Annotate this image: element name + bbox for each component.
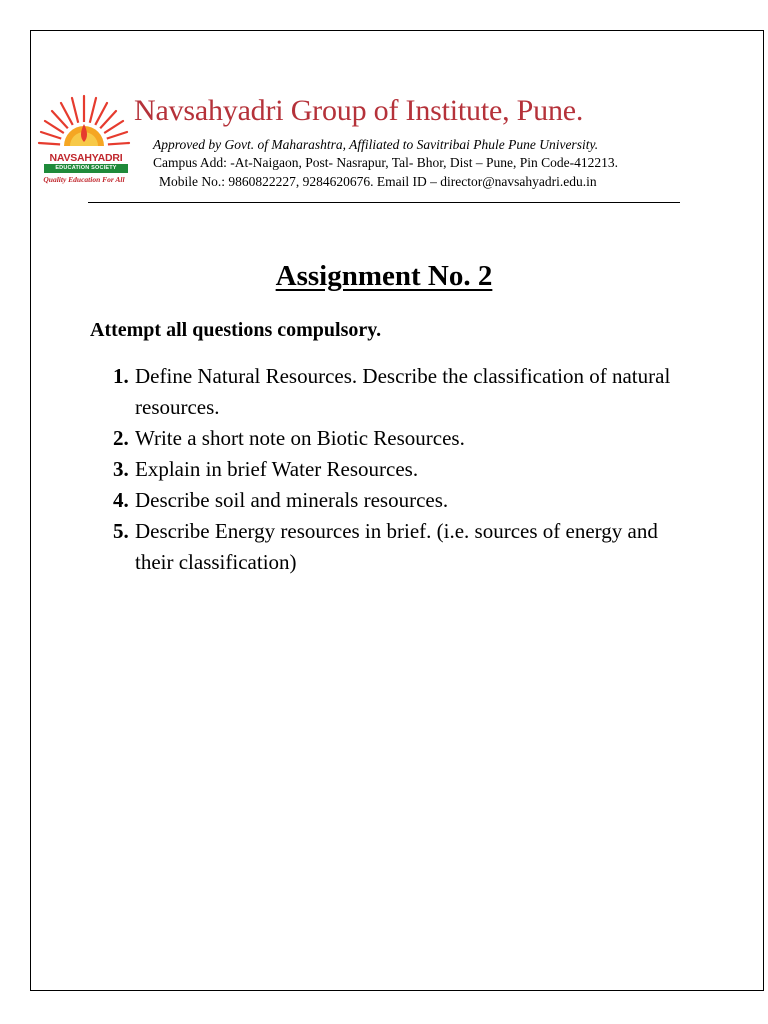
letterhead [36,90,686,200]
header-divider [88,202,680,203]
question-item [105,516,685,578]
question-number: 2. [113,426,129,450]
question-text: Define Natural Resources. Describe the classification of natural resources. [135,364,671,419]
question-number: 5. [113,519,129,543]
question-number: 4. [113,488,129,512]
question-text: Describe Energy resources in brief. (i.e. sources of energy and their classification) [135,519,658,574]
sunrise-logo-icon [36,90,132,152]
question-text: Describe soil and minerals resources. [135,488,449,512]
campus-address: Campus Add: -At-Naigaon, Post- Nasrapur, Tal- Bhor, Dist – Pune, Pin Code-412213. [153,155,618,170]
question-item [105,485,685,516]
question-number: 3. [113,457,129,481]
question-item [105,454,685,485]
question-item [105,423,685,454]
question-number: 1. [113,364,129,388]
assignment-title: Assignment No. 2 [275,260,493,292]
logo-name: NAVSAHYADRI [49,152,123,164]
question-text: Write a short note on Biotic Resources. [135,426,465,450]
institute-logo [36,90,132,190]
logo-society: EDUCATION SOCIETY [44,164,128,173]
logo-tagline: Quality Education For All [43,175,125,184]
question-text: Explain in brief Water Resources. [135,457,419,481]
question-item [105,361,685,423]
approval-line: Approved by Govt. of Maharashtra, Affiliated to Savitribai Phule Pune University. [153,137,599,152]
instruction-text: Attempt all questions compulsory. [90,319,382,341]
question-list [105,361,685,578]
contact-line: Mobile No.: 9860822227, 9284620676. Email ID – director@navsahyadri.edu.in [159,174,597,189]
institute-name: Navsahyadri Group of Institute, Pune. [134,94,584,127]
